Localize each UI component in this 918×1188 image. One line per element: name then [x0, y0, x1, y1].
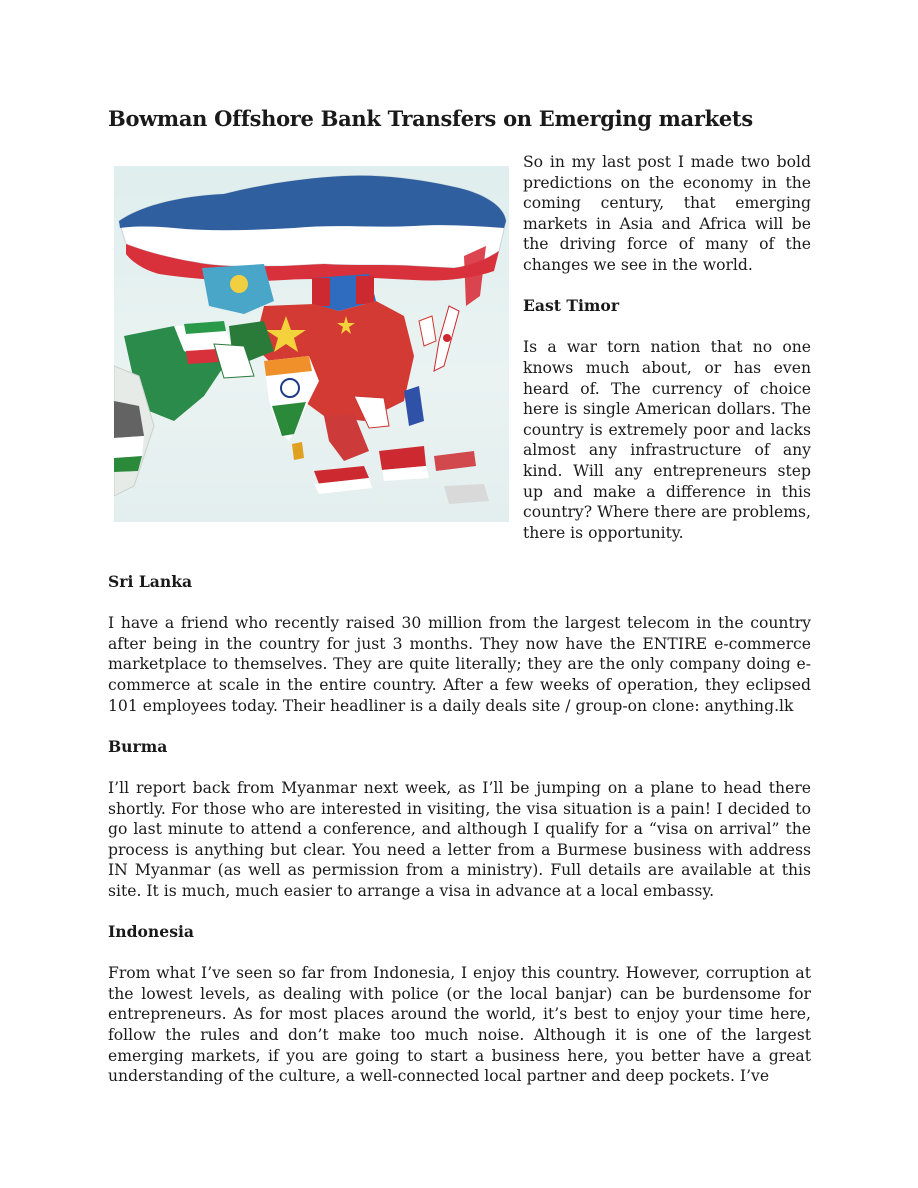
page-title: Bowman Offshore Bank Transfers on Emerging markets: [108, 106, 753, 131]
asia-flag-map-image: [114, 166, 509, 522]
section-text-burma: I’ll report back from Myanmar next week, as I’ll be jumping on a plane to head there shortly. For those who are interested in visiting, the visa situation is a pain! I decided to go last minute to attend a conference, and although I qualify for a “visa on arrival” the process is anything but clear. You need a letter from a Burmese business with address IN Myanmar (as well as permission from a ministry). Full details are available at this site. It is much, much easier to arrange a visa in advance at a local embassy.: [108, 778, 811, 900]
intro-paragraph: So in my last post I made two bold predictions on the economy in the coming century, that emerging markets in Asia and Africa will be the driving force of many of the changes we see in the world.: [523, 153, 811, 274]
section-heading-east-timor: East Timor: [523, 296, 620, 316]
section-heading-burma: Burma: [108, 736, 168, 756]
asia-flag-map-illustration: [114, 166, 509, 522]
section-text-sri-lanka: I have a friend who recently raised 30 million from the largest telecom in the country after being in the country for just 3 months. They now have the ENTIRE e-commerce marketplace to themselves. They are quite literally; they are the only company doing e-commerce at scale in the entire country. After a few weeks of operation, they eclipsed 101 employees today. Their headliner is a daily deals site / group-on clone: anything.lk: [108, 614, 811, 715]
main-content: [108, 572, 811, 1087]
section-text-east-timor: Is a war torn nation that no one knows much about, or has even heard of. The currency of choice here is single American dollars. The country is extremely poor and lacks almost any infrastructure of any kind. Will any entrepreneurs step up and make a difference in this country? Where there are problems, there is opportunity.: [523, 338, 811, 542]
intro-column: [523, 152, 811, 564]
document-page: [108, 104, 811, 1107]
section-heading-indonesia: Indonesia: [108, 922, 195, 942]
section-text-indonesia: From what I’ve seen so far from Indonesia, I enjoy this country. However, corruption at the lowest levels, as dealing with police (or the local banjar) can be burdensome for entrepreneurs. As for most places around the world, it’s best to enjoy your time here, follow the rules and don’t make too much noise. Although it is one of the largest emerging markets, if you are going to start a business here, you better have a great understanding of the culture, a well-connected local partner and deep pockets. I’ve: [108, 964, 811, 1086]
intro-block: [108, 152, 811, 572]
section-heading-sri-lanka: Sri Lanka: [108, 572, 193, 591]
